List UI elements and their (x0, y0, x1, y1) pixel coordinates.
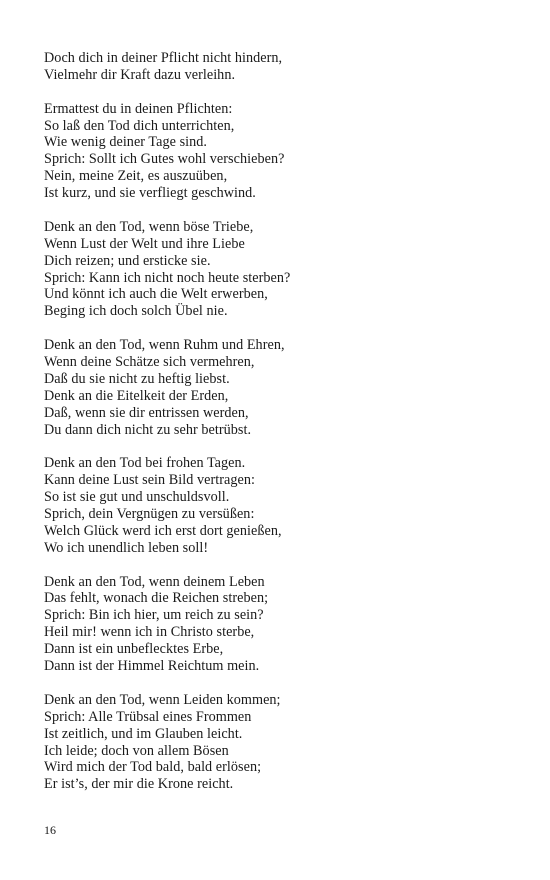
poem-line: Denk an die Eitelkeit der Erden, (44, 387, 229, 404)
poem-line: Welch Glück werd ich erst dort genießen, (44, 522, 282, 539)
poem-line: Dich reizen; und ersticke sie. (44, 252, 211, 269)
stanza-4 (44, 337, 514, 438)
stanza-7 (44, 692, 514, 793)
poem-line: Wenn Lust der Welt und ihre Liebe (44, 235, 245, 252)
poem-line: Denk an den Tod, wenn Ruhm und Ehren, (44, 337, 285, 354)
poem-line: Denk an den Tod, wenn deinem Leben (44, 573, 265, 590)
stanza-2 (44, 101, 514, 202)
poem-line: Er ist’s, der mir die Krone reicht. (44, 776, 234, 793)
poem-line: Daß, wenn sie dir entrissen werden, (44, 404, 249, 421)
poem-line: Sprich: Alle Trübsal eines Frommen (44, 708, 252, 725)
poem-line: Vielmehr dir Kraft dazu verleihn. (44, 66, 236, 83)
poem-line: Wird mich der Tod bald, bald erlösen; (44, 759, 262, 776)
poem-line: Wie wenig deiner Tage sind. (44, 134, 208, 151)
poem-line: Das fehlt, wonach die Reichen streben; (44, 590, 269, 607)
poem-line: Du dann dich nicht zu sehr betrübst. (44, 421, 252, 438)
poem-line: Denk an den Tod bei frohen Tagen. (44, 455, 246, 472)
stanza-5 (44, 455, 514, 556)
page-number: 16 (44, 823, 56, 837)
poem-line: Wenn deine Schätze sich vermehren, (44, 353, 255, 370)
poem-line: Sprich, dein Vergnügen zu versüßen: (44, 506, 255, 523)
poem-line: Ist zeitlich, und im Glauben leicht. (44, 725, 243, 742)
poem-line: Sprich: Sollt ich Gutes wohl verschieben? (44, 151, 285, 168)
poem-line: Beging ich doch solch Übel nie. (44, 303, 228, 320)
poem-line: Denk an den Tod, wenn böse Triebe, (44, 218, 254, 235)
stanza-3 (44, 219, 514, 320)
poem-line: Kann deine Lust sein Bild vertragen: (44, 472, 256, 489)
poem-line: Nein, meine Zeit, es auszuüben, (44, 168, 228, 185)
poem-line: So ist sie gut und unschuldsvoll. (44, 489, 230, 506)
stanza-1 (44, 50, 514, 84)
poem-line: Denk an den Tod, wenn Leiden kommen; (44, 691, 281, 708)
poem-line: Ist kurz, und sie verfliegt geschwind. (44, 185, 256, 202)
poem-line: Heil mir! wenn ich in Christo sterbe, (44, 624, 255, 641)
poem-line: Dann ist der Himmel Reichtum mein. (44, 658, 260, 675)
stanza-6 (44, 574, 514, 675)
poem-line: Ich leide; doch von allem Bösen (44, 742, 229, 759)
poem-line: Doch dich in deiner Pflicht nicht hindern, (44, 50, 283, 66)
poem-line: So laß den Tod dich unterrichten, (44, 117, 235, 134)
poem-body (44, 50, 514, 810)
poem-line: Sprich: Bin ich hier, um reich zu sein? (44, 607, 264, 624)
poem-line: Ermattest du in deinen Pflichten: (44, 100, 233, 117)
poem-line: Sprich: Kann ich nicht noch heute sterben? (44, 269, 291, 286)
poem-line: Und könnt ich auch die Welt erwerben, (44, 286, 268, 303)
poem-line: Wo ich unendlich leben soll! (44, 539, 209, 556)
poem-line: Dann ist ein unbeflecktes Erbe, (44, 641, 224, 658)
poem-line: Daß du sie nicht zu heftig liebst. (44, 370, 230, 387)
